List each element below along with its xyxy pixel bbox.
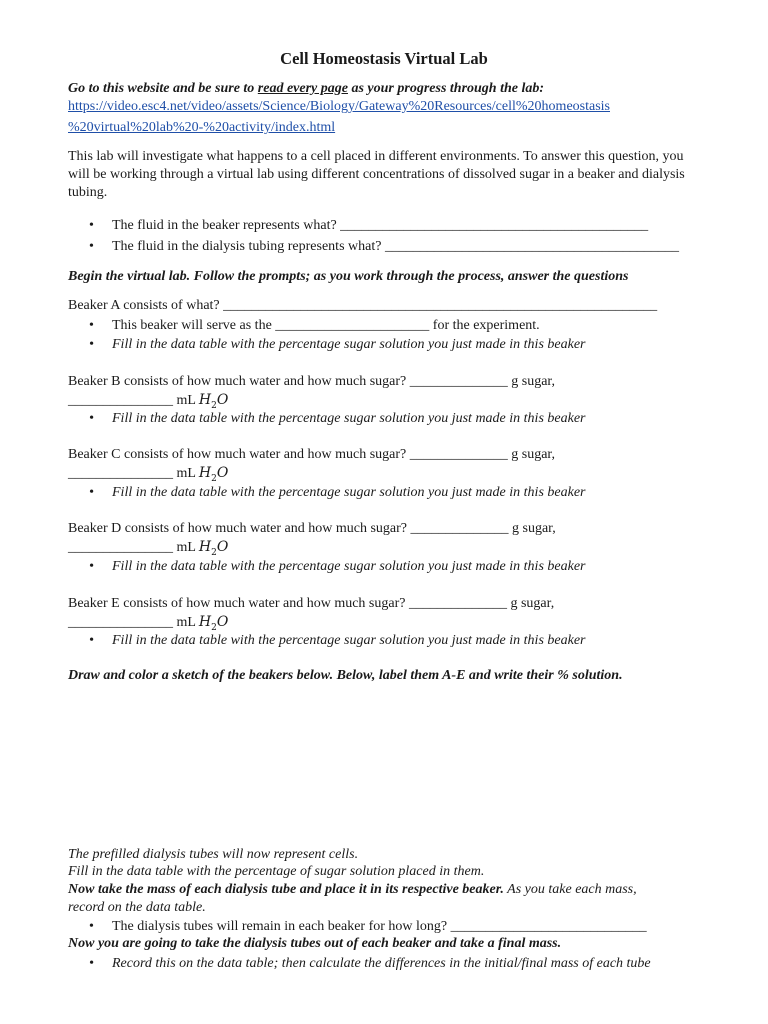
sketch-area[interactable] <box>68 690 700 840</box>
h2o-formula: $H_2O$ <box>198 465 229 484</box>
h2o-formula: $H_2O$ <box>198 392 229 411</box>
beaker-e-question: Beaker E consists of how much water and how much sugar? ______________ g sugar, <box>68 596 555 611</box>
goto-instruction <box>68 80 708 98</box>
closing-line-1: The prefilled dialysis tubes will now represent cells. <box>68 847 359 862</box>
begin-prompt: Begin the virtual lab. Follow the prompts; as you work through the process, answer the questions <box>68 269 629 284</box>
beaker-b-water: _______________ mL $H_2O$ <box>68 392 229 411</box>
beaker-e-water: _______________ mL $H_2O$ <box>68 614 229 633</box>
h2o-formula: $H_2O$ <box>198 614 229 633</box>
goto-suffix: as your progress through the lab: <box>347 81 545 96</box>
draw-prompt: Draw and color a sketch of the beakers below. Below, label them A-E and write their % solution. <box>68 668 623 683</box>
beaker-c-water: _______________ mL $H_2O$ <box>68 465 229 484</box>
lab-url-line1[interactable]: https://video.esc4.net/video/assets/Science/Biology/Gateway%20Resources/cell%20homeostasis <box>68 99 610 114</box>
lab-url-line2[interactable]: %20virtual%20lab%20-%20activity/index.html <box>68 120 336 135</box>
page-title: Cell Homeostasis Virtual Lab <box>280 49 488 68</box>
beaker-c-question: Beaker C consists of how much water and how much sugar? ______________ g sugar, <box>68 447 556 462</box>
goto-prefix: Go to this website and be sure to <box>68 81 258 96</box>
lab-url-link[interactable] <box>68 98 708 116</box>
lab-url-link-cont[interactable] <box>68 119 708 137</box>
beaker-d-water: _______________ mL $H_2O$ <box>68 539 229 558</box>
closing-line-5: Now you are going to take the dialysis tubes out of each beaker and take a final mass. <box>68 936 562 951</box>
intro-paragraph: This lab will investigate what happens to a cell placed in different environments. To answer this question, you will be working through a virtual lab using different concentrations of dissolved sugar in a beaker and dialysis tubing. <box>68 149 685 200</box>
worksheet-page: Cell Homeostasis Virtual Lab Go to this website and be sure to read every page as your progress through the lab: https://video.esc4.net/video/assets/Science/Biology/Gateway%20Resources/cell%20homeostasis %20virtual%20lab%20-%20activity/index.html This lab will investigate what happens to a cell placed in different environments. To answer this question, you will be working through a virtual lab using different concentrations of dissolved sugar in a beaker and dialysis tubing. The fluid in the beaker represents what? ____________________________________________ The fluid in the dialysis tubing represents what? __________________________________________ Begin the virtual lab. Follow the prompts; as you work through the process, answer the questions Beaker A consists of what? ______________________________________________________________ This beaker will serve as the ______________________ for the experiment. Fill in the data table with the percentage sugar solution you just made in this beaker Beaker B consists of how much water and how much sugar? ______________ g sugar, _______________ mL $H_2O$ Fill in the data table with the percentage sugar solution you just made in this beaker Beaker C consists of how much water and how much sugar? ______________ g sugar, _______________ mL $H_2O$ Fill in the data table with the percentage sugar solution you just made in this beaker Beaker D consists of how much water and how much sugar? ______________ g sugar, _______________ mL $H_2O$ Fill in the data table with the percentage sugar solution you just made in this beaker Beaker E consists of how much water and how much sugar? ______________ g sugar, _______________ mL $H_2O$ Fill in the data table with the percentage sugar solution you just made in this beaker Draw and color a sketch of the beakers below. Below, label them A-E and write their % solution. The prefilled dialysis tubes will now represent cells. Fill in the data table with the percentage of sugar solution placed in them. Now take the mass of each dialysis tube and place it in its respective beaker. As you take each mass, record on the data table. The dialysis tubes will remain in each beaker for how long? ____________________________ Now you are going to take the dialysis tubes out of each beaker and take a final mass. Record this on the data table; then calculate the differences in the initial/final mass of each tube <box>0 0 768 1024</box>
closing-line-2: Fill in the data table with the percentage of sugar solution placed in them. <box>68 864 485 879</box>
closing-line-4: record on the data table. <box>68 900 206 915</box>
goto-underlined: read every page <box>257 81 348 96</box>
beaker-d-question: Beaker D consists of how much water and how much sugar? ______________ g sugar, <box>68 521 556 536</box>
beaker-b-question: Beaker B consists of how much water and how much sugar? ______________ g sugar, <box>68 374 556 389</box>
h2o-formula: $H_2O$ <box>198 539 229 558</box>
closing-line-3: Now take the mass of each dialysis tube and place it in its respective beaker. As you take each mass, <box>68 882 637 897</box>
beaker-a-question: Beaker A consists of what? ______________________________________________________________ <box>68 298 658 313</box>
